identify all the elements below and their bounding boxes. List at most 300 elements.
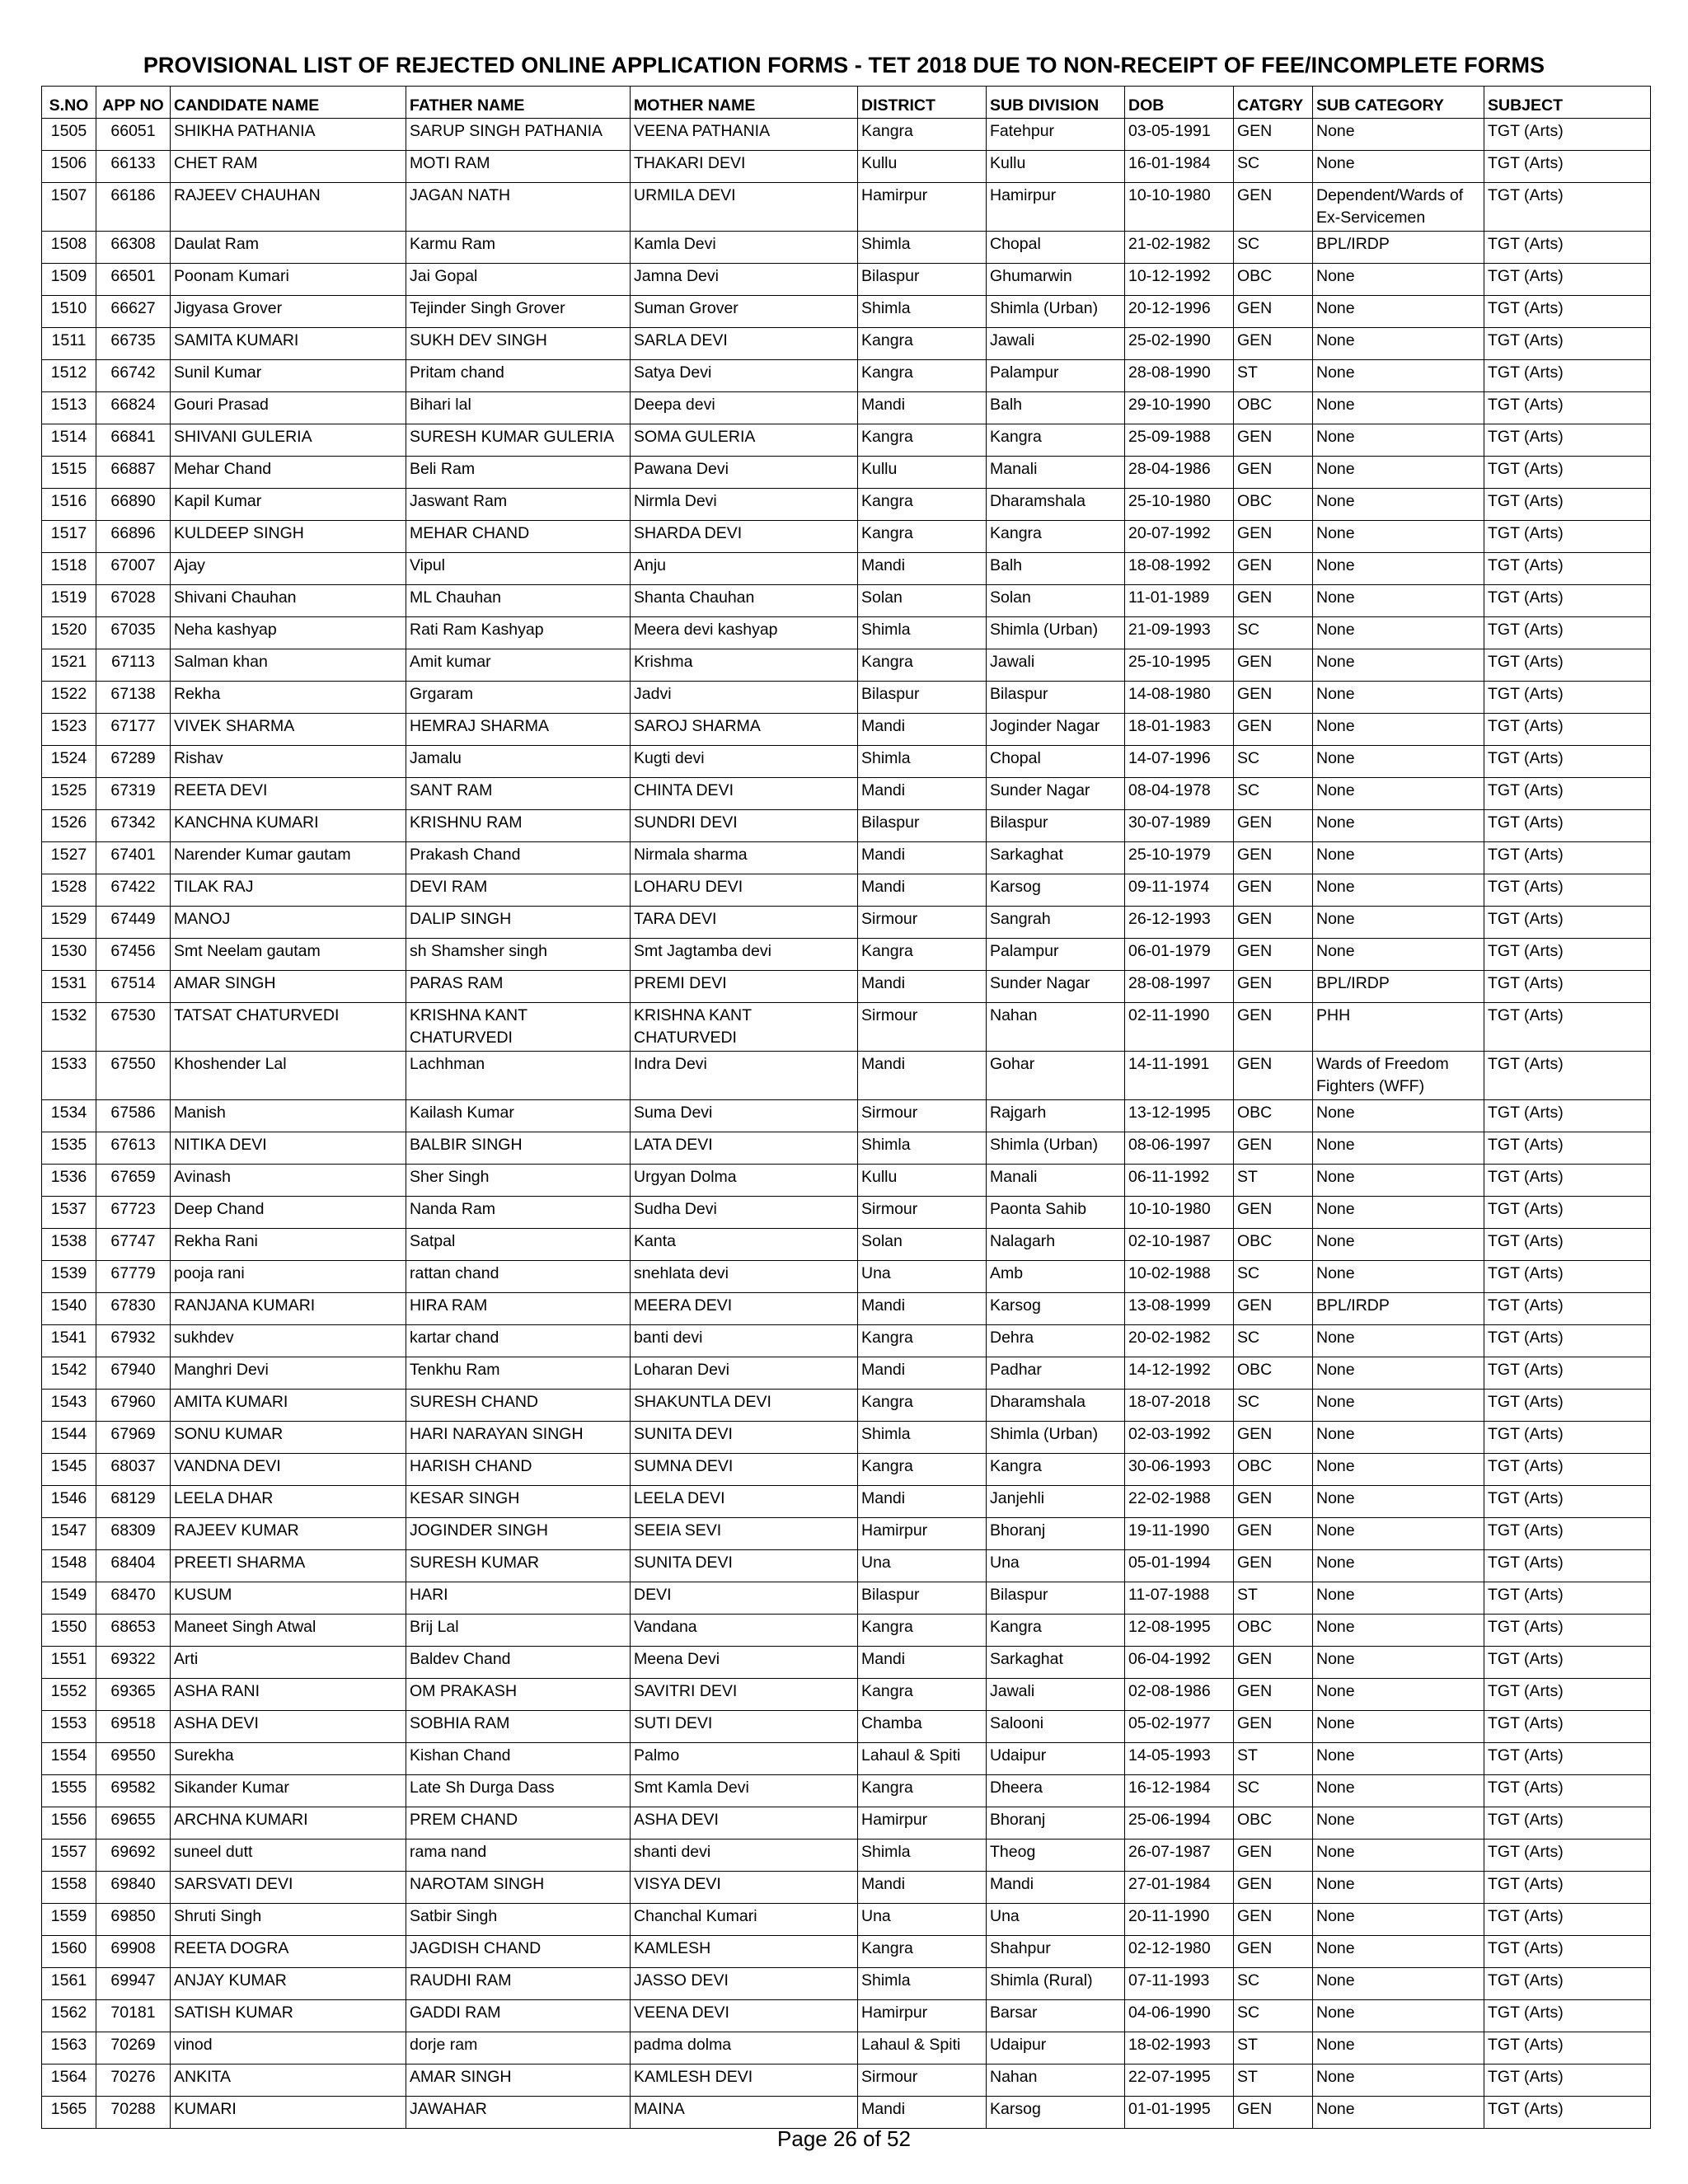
cell-sno: 1549 xyxy=(42,1582,96,1615)
cell-sub-category: None xyxy=(1313,1743,1484,1775)
cell-sno: 1543 xyxy=(42,1390,96,1422)
cell-sub-category: None xyxy=(1313,1197,1484,1229)
cell-sno: 1553 xyxy=(42,1711,96,1743)
cell-father-name: Pritam chand xyxy=(406,360,631,392)
cell-dob: 10-10-1980 xyxy=(1125,183,1234,232)
cell-district: Kangra xyxy=(858,119,987,151)
cell-sno: 1562 xyxy=(42,2000,96,2032)
cell-father-name: Karmu Ram xyxy=(406,232,631,264)
cell-subject: TGT (Arts) xyxy=(1484,1325,1651,1357)
table-row xyxy=(42,457,1651,489)
cell-mother-name: banti devi xyxy=(631,1325,858,1357)
cell-app-no: 67449 xyxy=(96,907,171,939)
table-row xyxy=(42,842,1651,874)
cell-subject: TGT (Arts) xyxy=(1484,1872,1651,1904)
cell-app-no: 69692 xyxy=(96,1840,171,1872)
cell-category: GEN xyxy=(1234,1679,1313,1711)
cell-mother-name: CHINTA DEVI xyxy=(631,778,858,810)
cell-mother-name: Kanta xyxy=(631,1229,858,1261)
cell-mother-name: Jamna Devi xyxy=(631,264,858,296)
cell-mother-name: Meera devi kashyap xyxy=(631,617,858,649)
cell-category: GEN xyxy=(1234,810,1313,842)
table-row xyxy=(42,1454,1651,1486)
cell-category: SC xyxy=(1234,746,1313,778)
cell-dob: 05-02-1977 xyxy=(1125,1711,1234,1743)
cell-subject: TGT (Arts) xyxy=(1484,1229,1651,1261)
cell-sub-category: None xyxy=(1313,1679,1484,1711)
cell-category: ST xyxy=(1234,360,1313,392)
cell-candidate-name: Surekha xyxy=(171,1743,406,1775)
cell-candidate-name: ASHA RANI xyxy=(171,1679,406,1711)
cell-dob: 16-12-1984 xyxy=(1125,1775,1234,1807)
cell-father-name: PARAS RAM xyxy=(406,971,631,1003)
table-row xyxy=(42,424,1651,457)
cell-sub-division: Jawali xyxy=(987,328,1125,360)
table-row xyxy=(42,553,1651,585)
cell-candidate-name: KANCHNA KUMARI xyxy=(171,810,406,842)
cell-district: Shimla xyxy=(858,1422,987,1454)
cell-candidate-name: Smt Neelam gautam xyxy=(171,939,406,971)
cell-mother-name: JASSO DEVI xyxy=(631,1968,858,2000)
cell-dob: 14-12-1992 xyxy=(1125,1357,1234,1390)
table-row xyxy=(42,714,1651,746)
cell-app-no: 67401 xyxy=(96,842,171,874)
cell-subject: TGT (Arts) xyxy=(1484,939,1651,971)
cell-mother-name: TARA DEVI xyxy=(631,907,858,939)
cell-dob: 20-11-1990 xyxy=(1125,1904,1234,1936)
cell-district: Shimla xyxy=(858,617,987,649)
cell-father-name: KRISHNA KANT CHATURVEDI xyxy=(406,1003,631,1052)
cell-father-name: Late Sh Durga Dass xyxy=(406,1775,631,1807)
cell-dob: 30-06-1993 xyxy=(1125,1454,1234,1486)
cell-sno: 1531 xyxy=(42,971,96,1003)
cell-subject: TGT (Arts) xyxy=(1484,682,1651,714)
cell-district: Bilaspur xyxy=(858,1582,987,1615)
cell-candidate-name: Jigyasa Grover xyxy=(171,296,406,328)
cell-subject: TGT (Arts) xyxy=(1484,1357,1651,1390)
cell-sno: 1540 xyxy=(42,1293,96,1325)
cell-candidate-name: Arti xyxy=(171,1647,406,1679)
cell-mother-name: Kugti devi xyxy=(631,746,858,778)
cell-sno: 1517 xyxy=(42,521,96,553)
cell-app-no: 66896 xyxy=(96,521,171,553)
cell-mother-name: KAMLESH DEVI xyxy=(631,2064,858,2097)
cell-dob: 26-07-1987 xyxy=(1125,1840,1234,1872)
cell-category: GEN xyxy=(1234,1132,1313,1165)
cell-district: Kangra xyxy=(858,1679,987,1711)
cell-candidate-name: SHIVANI GULERIA xyxy=(171,424,406,457)
cell-app-no: 68653 xyxy=(96,1615,171,1647)
cell-sub-division: Shimla (Urban) xyxy=(987,617,1125,649)
cell-category: ST xyxy=(1234,1582,1313,1615)
cell-sub-division: Kangra xyxy=(987,424,1125,457)
table-row xyxy=(42,1775,1651,1807)
cell-sno: 1509 xyxy=(42,264,96,296)
cell-sub-division: Rajgarh xyxy=(987,1100,1125,1132)
cell-dob: 02-03-1992 xyxy=(1125,1422,1234,1454)
cell-app-no: 66890 xyxy=(96,489,171,521)
cell-candidate-name: Avinash xyxy=(171,1165,406,1197)
cell-mother-name: LATA DEVI xyxy=(631,1132,858,1165)
cell-sub-division: Shimla (Rural) xyxy=(987,1968,1125,2000)
table-row xyxy=(42,2000,1651,2032)
header-dob: DOB xyxy=(1125,87,1234,119)
cell-sno: 1560 xyxy=(42,1936,96,1968)
table-row xyxy=(42,1229,1651,1261)
table-row xyxy=(42,392,1651,424)
cell-district: Hamirpur xyxy=(858,2000,987,2032)
cell-sno: 1557 xyxy=(42,1840,96,1872)
cell-sno: 1510 xyxy=(42,296,96,328)
cell-sno: 1539 xyxy=(42,1261,96,1293)
cell-app-no: 67514 xyxy=(96,971,171,1003)
table-row xyxy=(42,682,1651,714)
cell-category: SC xyxy=(1234,1325,1313,1357)
cell-sub-category: None xyxy=(1313,585,1484,617)
cell-subject: TGT (Arts) xyxy=(1484,392,1651,424)
cell-district: Bilaspur xyxy=(858,810,987,842)
cell-mother-name: Suma Devi xyxy=(631,1100,858,1132)
cell-father-name: SARUP SINGH PATHANIA xyxy=(406,119,631,151)
cell-subject: TGT (Arts) xyxy=(1484,1550,1651,1582)
cell-mother-name: SUNDRI DEVI xyxy=(631,810,858,842)
cell-dob: 27-01-1984 xyxy=(1125,1872,1234,1904)
cell-sno: 1521 xyxy=(42,649,96,682)
cell-subject: TGT (Arts) xyxy=(1484,1197,1651,1229)
cell-district: Kangra xyxy=(858,1936,987,1968)
cell-sub-division: Shahpur xyxy=(987,1936,1125,1968)
cell-father-name: RAUDHI RAM xyxy=(406,1968,631,2000)
cell-sno: 1545 xyxy=(42,1454,96,1486)
cell-father-name: sh Shamsher singh xyxy=(406,939,631,971)
cell-app-no: 68129 xyxy=(96,1486,171,1518)
cell-dob: 25-10-1995 xyxy=(1125,649,1234,682)
cell-subject: TGT (Arts) xyxy=(1484,1390,1651,1422)
cell-dob: 03-05-1991 xyxy=(1125,119,1234,151)
cell-mother-name: SHAKUNTLA DEVI xyxy=(631,1390,858,1422)
cell-category: SC xyxy=(1234,1775,1313,1807)
rejected-forms-table xyxy=(41,86,1651,2129)
cell-sno: 1537 xyxy=(42,1197,96,1229)
cell-father-name: Vipul xyxy=(406,553,631,585)
cell-app-no: 70276 xyxy=(96,2064,171,2097)
cell-candidate-name: ANKITA xyxy=(171,2064,406,2097)
cell-candidate-name: NITIKA DEVI xyxy=(171,1132,406,1165)
cell-candidate-name: ANJAY KUMAR xyxy=(171,1968,406,2000)
cell-district: Bilaspur xyxy=(858,264,987,296)
cell-mother-name: Kamla Devi xyxy=(631,232,858,264)
cell-district: Kangra xyxy=(858,1325,987,1357)
cell-father-name: DEVI RAM xyxy=(406,874,631,907)
cell-father-name: JAGDISH CHAND xyxy=(406,1936,631,1968)
cell-app-no: 67779 xyxy=(96,1261,171,1293)
cell-mother-name: KRISHNA KANT CHATURVEDI xyxy=(631,1003,858,1052)
cell-category: GEN xyxy=(1234,457,1313,489)
cell-sno: 1556 xyxy=(42,1807,96,1840)
cell-mother-name: LOHARU DEVI xyxy=(631,874,858,907)
cell-district: Hamirpur xyxy=(858,1807,987,1840)
cell-candidate-name: Manish xyxy=(171,1100,406,1132)
cell-dob: 20-12-1996 xyxy=(1125,296,1234,328)
cell-subject: TGT (Arts) xyxy=(1484,424,1651,457)
cell-mother-name: Nirmala sharma xyxy=(631,842,858,874)
cell-sub-division: Kangra xyxy=(987,1615,1125,1647)
cell-category: GEN xyxy=(1234,1518,1313,1550)
cell-candidate-name: Kapil Kumar xyxy=(171,489,406,521)
cell-subject: TGT (Arts) xyxy=(1484,553,1651,585)
cell-father-name: HARI NARAYAN SINGH xyxy=(406,1422,631,1454)
cell-subject: TGT (Arts) xyxy=(1484,1293,1651,1325)
cell-subject: TGT (Arts) xyxy=(1484,151,1651,183)
cell-sno: 1542 xyxy=(42,1357,96,1390)
table-row xyxy=(42,778,1651,810)
cell-father-name: Tejinder Singh Grover xyxy=(406,296,631,328)
cell-subject: TGT (Arts) xyxy=(1484,1165,1651,1197)
cell-candidate-name: Sunil Kumar xyxy=(171,360,406,392)
table-row xyxy=(42,585,1651,617)
cell-app-no: 67830 xyxy=(96,1293,171,1325)
cell-mother-name: Shanta Chauhan xyxy=(631,585,858,617)
cell-dob: 10-02-1988 xyxy=(1125,1261,1234,1293)
cell-mother-name: Anju xyxy=(631,553,858,585)
cell-sno: 1512 xyxy=(42,360,96,392)
cell-subject: TGT (Arts) xyxy=(1484,1100,1651,1132)
cell-district: Sirmour xyxy=(858,2064,987,2097)
header-sub-division: SUB DIVISION xyxy=(987,87,1125,119)
cell-sub-category: None xyxy=(1313,842,1484,874)
table-row xyxy=(42,1904,1651,1936)
cell-sub-category: None xyxy=(1313,2064,1484,2097)
cell-sub-category: None xyxy=(1313,119,1484,151)
cell-app-no: 69840 xyxy=(96,1872,171,1904)
cell-father-name: AMAR SINGH xyxy=(406,2064,631,2097)
table-row xyxy=(42,1003,1651,1052)
cell-app-no: 67940 xyxy=(96,1357,171,1390)
cell-sub-category: None xyxy=(1313,1807,1484,1840)
cell-category: GEN xyxy=(1234,1550,1313,1582)
cell-sub-division: Shimla (Urban) xyxy=(987,1132,1125,1165)
table-row xyxy=(42,328,1651,360)
cell-category: ST xyxy=(1234,1743,1313,1775)
cell-sno: 1552 xyxy=(42,1679,96,1711)
cell-sub-division: Kangra xyxy=(987,1454,1125,1486)
cell-district: Shimla xyxy=(858,232,987,264)
cell-app-no: 67177 xyxy=(96,714,171,746)
table-row xyxy=(42,617,1651,649)
table-row xyxy=(42,874,1651,907)
cell-father-name: Amit kumar xyxy=(406,649,631,682)
table-row xyxy=(42,360,1651,392)
cell-candidate-name: TATSAT CHATURVEDI xyxy=(171,1003,406,1052)
cell-app-no: 66133 xyxy=(96,151,171,183)
cell-father-name: KESAR SINGH xyxy=(406,1486,631,1518)
cell-district: Hamirpur xyxy=(858,183,987,232)
cell-mother-name: Vandana xyxy=(631,1615,858,1647)
cell-subject: TGT (Arts) xyxy=(1484,746,1651,778)
cell-sub-category: None xyxy=(1313,1582,1484,1615)
cell-candidate-name: RAJEEV CHAUHAN xyxy=(171,183,406,232)
cell-sub-category: None xyxy=(1313,424,1484,457)
table-row xyxy=(42,1261,1651,1293)
cell-district: Mandi xyxy=(858,714,987,746)
cell-category: OBC xyxy=(1234,1615,1313,1647)
cell-sno: 1519 xyxy=(42,585,96,617)
cell-category: SC xyxy=(1234,1261,1313,1293)
header-district: DISTRICT xyxy=(858,87,987,119)
cell-candidate-name: Poonam Kumari xyxy=(171,264,406,296)
cell-subject: TGT (Arts) xyxy=(1484,617,1651,649)
table-row xyxy=(42,1132,1651,1165)
cell-app-no: 67113 xyxy=(96,649,171,682)
cell-father-name: NAROTAM SINGH xyxy=(406,1872,631,1904)
cell-dob: 25-06-1994 xyxy=(1125,1807,1234,1840)
cell-app-no: 67138 xyxy=(96,682,171,714)
cell-dob: 06-11-1992 xyxy=(1125,1165,1234,1197)
cell-subject: TGT (Arts) xyxy=(1484,2097,1651,2129)
cell-sub-category: None xyxy=(1313,553,1484,585)
cell-sub-division: Barsar xyxy=(987,2000,1125,2032)
cell-app-no: 67289 xyxy=(96,746,171,778)
cell-category: SC xyxy=(1234,151,1313,183)
cell-dob: 08-04-1978 xyxy=(1125,778,1234,810)
cell-category: GEN xyxy=(1234,1052,1313,1100)
cell-sno: 1524 xyxy=(42,746,96,778)
cell-sub-category: None xyxy=(1313,1229,1484,1261)
cell-dob: 09-11-1974 xyxy=(1125,874,1234,907)
cell-district: Hamirpur xyxy=(858,1518,987,1550)
cell-sub-category: None xyxy=(1313,521,1484,553)
cell-sub-category: None xyxy=(1313,296,1484,328)
cell-dob: 13-08-1999 xyxy=(1125,1293,1234,1325)
cell-sub-division: Manali xyxy=(987,457,1125,489)
cell-district: Kullu xyxy=(858,151,987,183)
cell-sub-category: None xyxy=(1313,1261,1484,1293)
cell-candidate-name: vinod xyxy=(171,2032,406,2064)
table-row xyxy=(42,971,1651,1003)
table-row xyxy=(42,2032,1651,2064)
cell-district: Shimla xyxy=(858,746,987,778)
cell-subject: TGT (Arts) xyxy=(1484,585,1651,617)
cell-mother-name: THAKARI DEVI xyxy=(631,151,858,183)
cell-sno: 1506 xyxy=(42,151,96,183)
cell-category: GEN xyxy=(1234,1647,1313,1679)
cell-sno: 1530 xyxy=(42,939,96,971)
cell-sub-division: Karsog xyxy=(987,1293,1125,1325)
cell-sub-division: Hamirpur xyxy=(987,183,1125,232)
cell-subject: TGT (Arts) xyxy=(1484,1711,1651,1743)
cell-district: Mandi xyxy=(858,1486,987,1518)
cell-father-name: JAGAN NATH xyxy=(406,183,631,232)
cell-app-no: 67028 xyxy=(96,585,171,617)
cell-category: GEN xyxy=(1234,1293,1313,1325)
cell-sub-division: Janjehli xyxy=(987,1486,1125,1518)
cell-subject: TGT (Arts) xyxy=(1484,1518,1651,1550)
cell-category: GEN xyxy=(1234,874,1313,907)
cell-sub-division: Nahan xyxy=(987,1003,1125,1052)
cell-district: Mandi xyxy=(858,1357,987,1390)
cell-sub-division: Shimla (Urban) xyxy=(987,296,1125,328)
cell-candidate-name: Daulat Ram xyxy=(171,232,406,264)
cell-app-no: 66308 xyxy=(96,232,171,264)
table-row xyxy=(42,1679,1651,1711)
cell-sub-division: Manali xyxy=(987,1165,1125,1197)
cell-mother-name: SOMA GULERIA xyxy=(631,424,858,457)
cell-subject: TGT (Arts) xyxy=(1484,183,1651,232)
cell-sub-category: None xyxy=(1313,457,1484,489)
cell-district: Kangra xyxy=(858,328,987,360)
cell-category: OBC xyxy=(1234,1454,1313,1486)
cell-sub-division: Dharamshala xyxy=(987,1390,1125,1422)
cell-father-name: ML Chauhan xyxy=(406,585,631,617)
cell-app-no: 67723 xyxy=(96,1197,171,1229)
cell-father-name: Nanda Ram xyxy=(406,1197,631,1229)
cell-sno: 1511 xyxy=(42,328,96,360)
cell-sno: 1550 xyxy=(42,1615,96,1647)
cell-mother-name: SUNITA DEVI xyxy=(631,1550,858,1582)
cell-sno: 1516 xyxy=(42,489,96,521)
cell-mother-name: shanti devi xyxy=(631,1840,858,1872)
cell-sno: 1559 xyxy=(42,1904,96,1936)
header-subject: SUBJECT xyxy=(1484,87,1651,119)
cell-dob: 10-10-1980 xyxy=(1125,1197,1234,1229)
cell-sub-category: None xyxy=(1313,874,1484,907)
cell-dob: 16-01-1984 xyxy=(1125,151,1234,183)
cell-candidate-name: Rekha xyxy=(171,682,406,714)
cell-dob: 21-02-1982 xyxy=(1125,232,1234,264)
cell-sub-category: Wards of Freedom Fighters (WFF) xyxy=(1313,1052,1484,1100)
cell-app-no: 68037 xyxy=(96,1454,171,1486)
cell-district: Kangra xyxy=(858,649,987,682)
cell-sno: 1526 xyxy=(42,810,96,842)
cell-dob: 26-12-1993 xyxy=(1125,907,1234,939)
cell-father-name: Satbir Singh xyxy=(406,1904,631,1936)
cell-subject: TGT (Arts) xyxy=(1484,874,1651,907)
cell-mother-name: Pawana Devi xyxy=(631,457,858,489)
cell-dob: 07-11-1993 xyxy=(1125,1968,1234,2000)
cell-father-name: MEHAR CHAND xyxy=(406,521,631,553)
cell-category: OBC xyxy=(1234,489,1313,521)
header-father-name: FATHER NAME xyxy=(406,87,631,119)
cell-app-no: 67960 xyxy=(96,1390,171,1422)
cell-sub-division: Shimla (Urban) xyxy=(987,1422,1125,1454)
cell-candidate-name: sukhdev xyxy=(171,1325,406,1357)
cell-district: Solan xyxy=(858,585,987,617)
cell-father-name: SURESH KUMAR xyxy=(406,1550,631,1582)
cell-father-name: Jaswant Ram xyxy=(406,489,631,521)
cell-sub-category: None xyxy=(1313,264,1484,296)
table-row xyxy=(42,1390,1651,1422)
table-row xyxy=(42,296,1651,328)
cell-candidate-name: LEELA DHAR xyxy=(171,1486,406,1518)
cell-sno: 1541 xyxy=(42,1325,96,1357)
cell-sub-category: None xyxy=(1313,1390,1484,1422)
cell-candidate-name: VIVEK SHARMA xyxy=(171,714,406,746)
cell-subject: TGT (Arts) xyxy=(1484,649,1651,682)
cell-father-name: JAWAHAR xyxy=(406,2097,631,2129)
table-row xyxy=(42,489,1651,521)
cell-category: ST xyxy=(1234,2032,1313,2064)
cell-sub-category: None xyxy=(1313,1775,1484,1807)
cell-father-name: Tenkhu Ram xyxy=(406,1357,631,1390)
cell-category: GEN xyxy=(1234,649,1313,682)
cell-candidate-name: AMAR SINGH xyxy=(171,971,406,1003)
cell-dob: 14-05-1993 xyxy=(1125,1743,1234,1775)
header-sub-category: SUB CATEGORY xyxy=(1313,87,1484,119)
cell-subject: TGT (Arts) xyxy=(1484,360,1651,392)
cell-dob: 25-09-1988 xyxy=(1125,424,1234,457)
cell-app-no: 67613 xyxy=(96,1132,171,1165)
cell-dob: 28-08-1997 xyxy=(1125,971,1234,1003)
